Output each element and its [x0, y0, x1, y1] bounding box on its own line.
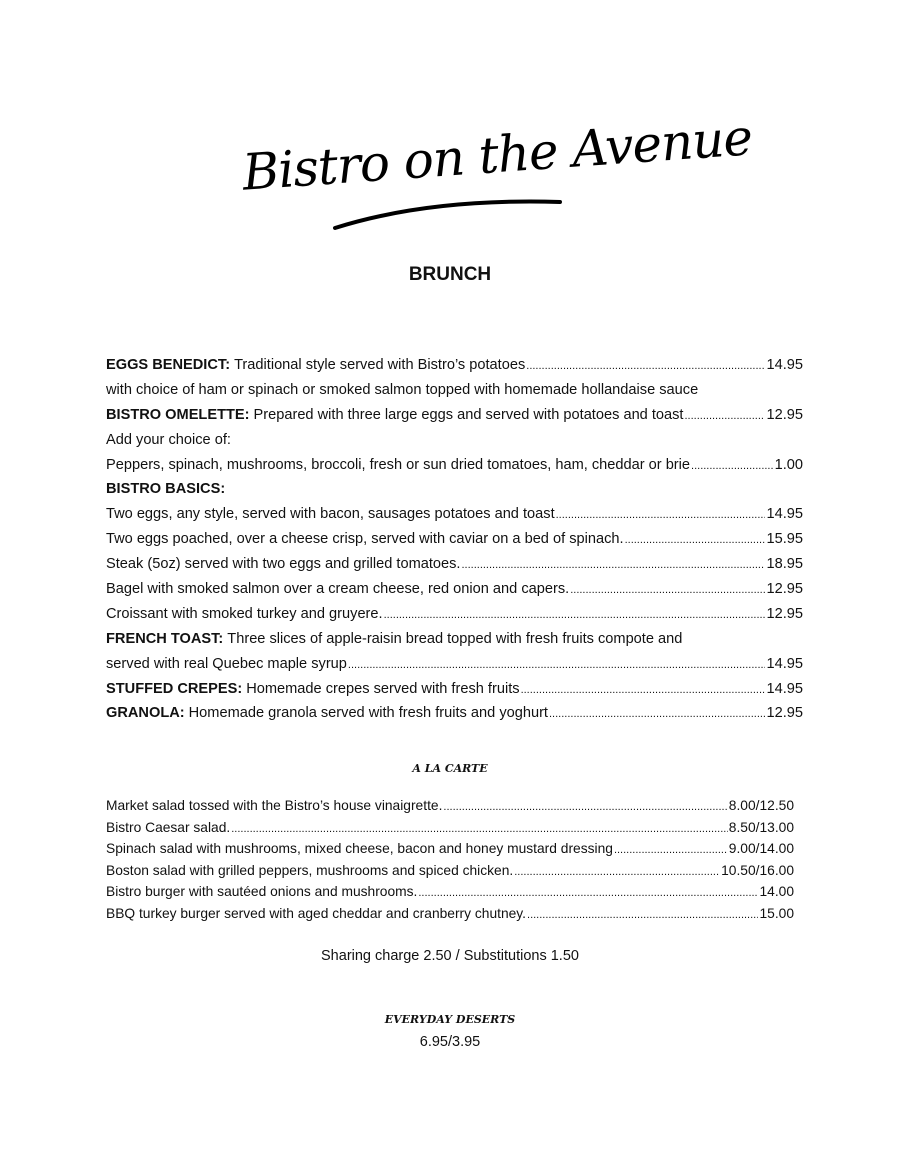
- menu-item: [106, 905, 794, 927]
- dot-leader: [625, 529, 766, 550]
- menu-item: [106, 840, 794, 862]
- item-description: Two eggs poached, over a cheese crisp, served with caviar on a bed of spinach.: [106, 531, 624, 548]
- menu-item: [106, 604, 803, 629]
- dot-leader: [521, 679, 766, 700]
- menu-item: [106, 679, 803, 704]
- deserts-heading: EVERYDAY DESERTS: [384, 1013, 516, 1026]
- item-price: 10.50/16.00: [721, 862, 794, 878]
- a-la-carte-heading: A LA CARTE: [412, 762, 488, 775]
- item-price: 8.50/13.00: [728, 819, 794, 835]
- item-description: Homemade granola served with fresh fruits and yoghurt: [188, 705, 548, 722]
- item-description: Croissant with smoked turkey and gruyere.: [106, 605, 383, 622]
- menu-item: [106, 504, 803, 529]
- item-description: Bagel with smoked salmon over a cream cheese, red onion and capers.: [106, 581, 570, 598]
- dot-leader: [685, 405, 766, 426]
- menu-item: [106, 703, 803, 728]
- sharing-note: Sharing charge 2.50 / Substitutions 1.50: [321, 948, 579, 964]
- menu-item: [106, 797, 794, 819]
- item-label: BISTRO BASICS:: [106, 481, 226, 498]
- item-price: 9.00/14.00: [728, 841, 794, 857]
- item-description: Boston salad with grilled peppers, mushrooms and spiced chicken.: [106, 862, 514, 878]
- item-price: 12.95: [766, 581, 803, 598]
- dot-leader: [526, 355, 765, 376]
- item-description: Bistro Caesar salad.: [106, 819, 231, 835]
- item-description: Prepared with three large eggs and served with potatoes and toast: [253, 406, 684, 423]
- dot-leader: [691, 455, 774, 476]
- menu-item: [106, 883, 794, 905]
- menu-item: [106, 380, 803, 405]
- dot-leader: [418, 883, 758, 902]
- dot-leader: [443, 797, 727, 816]
- menu-item: [106, 554, 803, 579]
- a-la-carte-menu: [106, 797, 794, 927]
- menu-item: [106, 430, 803, 455]
- menu-item: [106, 529, 803, 554]
- item-description: Steak (5oz) served with two eggs and grilled tomatoes.: [106, 556, 461, 573]
- item-price: 15.00: [759, 905, 794, 921]
- menu-item: [106, 579, 803, 604]
- item-description: Peppers, spinach, mushrooms, broccoli, fresh or sun dried tomatoes, ham, cheddar or brie: [106, 456, 691, 473]
- item-label: STUFFED CREPES:: [106, 680, 243, 697]
- menu-item: [106, 654, 803, 679]
- item-description: BBQ turkey burger served with aged cheddar and cranberry chutney.: [106, 905, 527, 921]
- dot-leader: [527, 905, 758, 924]
- menu-item: [106, 355, 803, 380]
- restaurant-logo: [230, 108, 754, 240]
- brunch-menu: [106, 355, 803, 728]
- item-label: BISTRO OMELETTE:: [106, 406, 250, 423]
- item-description: with choice of ham or spinach or smoked salmon topped with homemade hollandaise sauce: [106, 381, 699, 398]
- dot-leader: [461, 554, 765, 575]
- item-price: 14.95: [766, 680, 803, 697]
- item-description: Bistro burger with sautéed onions and mushrooms.: [106, 884, 418, 900]
- menu-item: [106, 629, 803, 654]
- item-price: 14.95: [766, 357, 803, 373]
- item-description: Market salad tossed with the Bistro’s house vinaigrette.: [106, 798, 443, 813]
- item-description: Add your choice of:: [106, 431, 231, 448]
- item-label: GRANOLA:: [106, 705, 185, 722]
- item-price: 15.95: [766, 531, 803, 548]
- dot-leader: [549, 703, 765, 724]
- dot-leader: [384, 604, 766, 625]
- item-price: 12.95: [766, 705, 803, 722]
- item-description: served with real Quebec maple syrup: [106, 655, 347, 672]
- item-price: 8.00/12.50: [728, 798, 794, 813]
- dot-leader: [231, 819, 728, 838]
- logo-swoosh: [230, 110, 680, 240]
- dot-leader: [614, 840, 728, 859]
- item-description: Three slices of apple-raisin bread topped with fresh fruits compote and: [227, 630, 683, 647]
- item-price: 1.00: [774, 456, 803, 473]
- menu-item: [106, 819, 794, 841]
- item-description: Homemade crepes served with fresh fruits: [246, 680, 520, 697]
- item-price: 14.95: [766, 655, 803, 672]
- item-price: 12.95: [766, 605, 803, 622]
- menu-item: [106, 479, 803, 504]
- dot-leader: [348, 654, 766, 675]
- item-description: Spinach salad with mushrooms, mixed cheese, bacon and honey mustard dressing: [106, 841, 613, 857]
- menu-item: [106, 455, 803, 480]
- item-label: FRENCH TOAST:: [106, 630, 224, 647]
- page-title: BRUNCH: [408, 264, 492, 285]
- deserts-price: 6.95/3.95: [419, 1034, 481, 1050]
- dot-leader: [556, 504, 766, 525]
- item-price: 14.00: [759, 884, 794, 900]
- item-description: Two eggs, any style, served with bacon, sausages potatoes and toast: [106, 506, 555, 523]
- logo-text: Bistro on the Avenue: [240, 108, 754, 202]
- dot-leader: [514, 862, 720, 881]
- item-price: 12.95: [766, 406, 803, 423]
- item-price: 14.95: [766, 506, 803, 523]
- item-label: EGGS BENEDICT:: [106, 357, 231, 373]
- menu-item: [106, 405, 803, 430]
- dot-leader: [570, 579, 765, 600]
- item-description: Traditional style served with Bistro’s potatoes: [234, 357, 526, 373]
- menu-item: [106, 862, 794, 884]
- item-price: 18.95: [766, 556, 803, 573]
